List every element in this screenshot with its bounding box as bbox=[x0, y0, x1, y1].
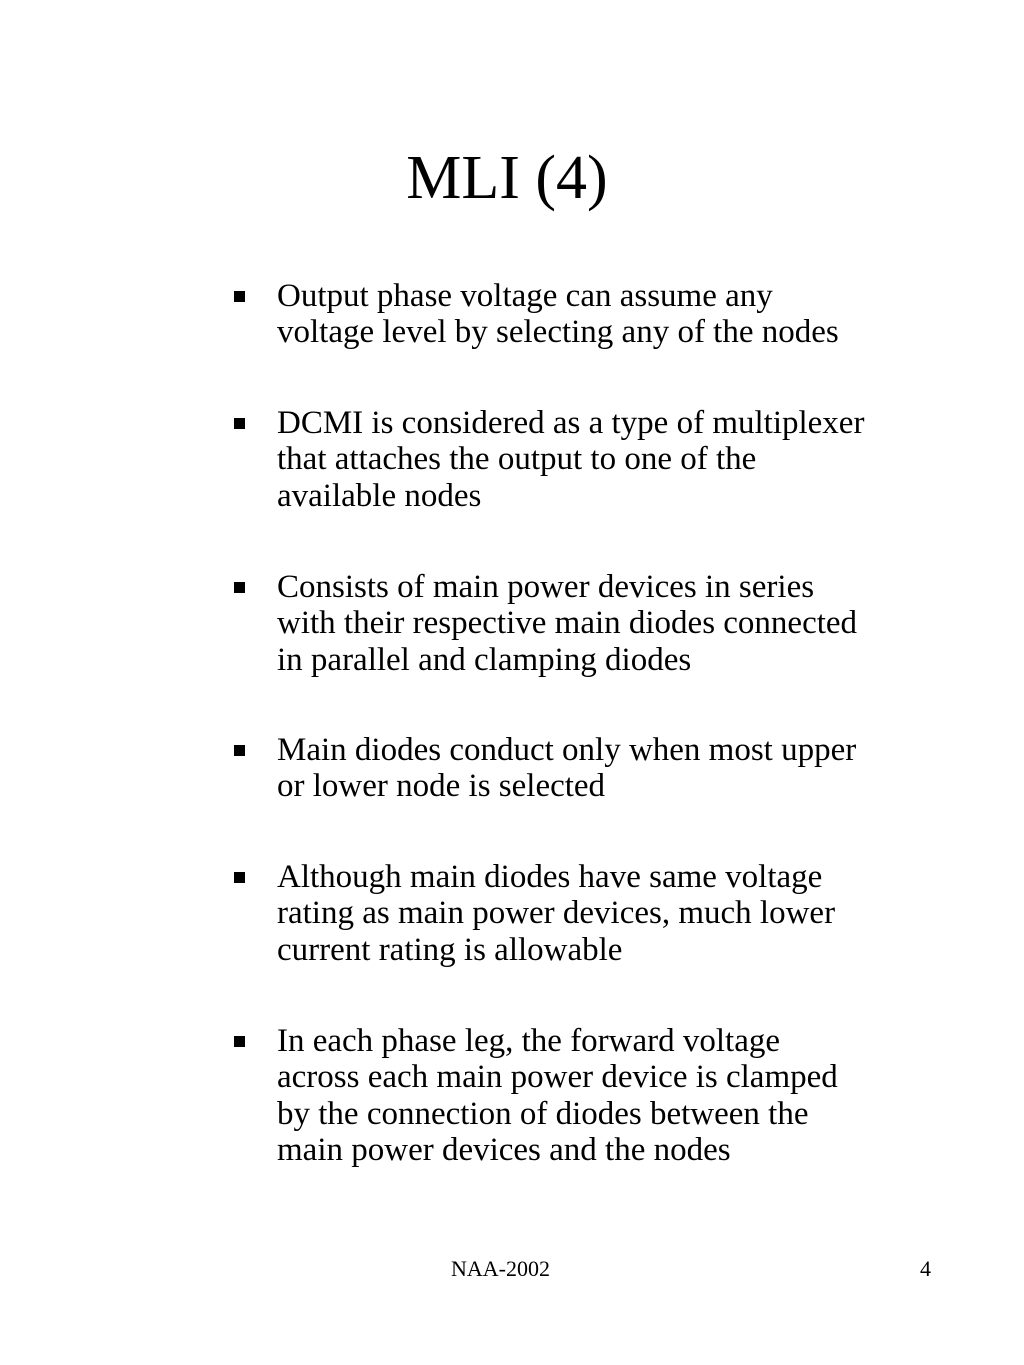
bullet-item bbox=[232, 405, 962, 514]
bullet-item bbox=[232, 278, 962, 351]
page-number: 4 bbox=[920, 1256, 931, 1281]
bullet-item bbox=[232, 1023, 962, 1168]
bullet-item bbox=[232, 859, 962, 968]
bullet-text: Output phase voltage can assume any voltage level by selecting any of the nodes bbox=[277, 278, 839, 351]
bullet-text: DCMI is considered as a type of multiplexer that attaches the output to one of the available nodes bbox=[277, 405, 865, 514]
square-bullet-icon bbox=[234, 291, 245, 302]
slide-title: MLI (4) bbox=[406, 144, 608, 212]
bullet-text: Main diodes conduct only when most upper or lower node is selected bbox=[277, 732, 857, 805]
footer-label: NAA-2002 bbox=[451, 1256, 550, 1281]
square-bullet-icon bbox=[234, 745, 245, 756]
square-bullet-icon bbox=[234, 1036, 245, 1047]
bullet-text: Although main diodes have same voltage rating as main power devices, much lower current rating is allowable bbox=[277, 859, 836, 968]
bullet-text: Consists of main power devices in series with their respective main diodes connected in parallel and clamping diodes bbox=[277, 569, 858, 678]
square-bullet-icon bbox=[234, 418, 245, 429]
bullet-text: In each phase leg, the forward voltage across each main power device is clamped by the connection of diodes between the main power devices and the nodes bbox=[277, 1023, 838, 1168]
square-bullet-icon bbox=[234, 872, 245, 883]
bullet-item bbox=[232, 569, 962, 678]
square-bullet-icon bbox=[234, 582, 245, 593]
bullet-item bbox=[232, 732, 962, 805]
